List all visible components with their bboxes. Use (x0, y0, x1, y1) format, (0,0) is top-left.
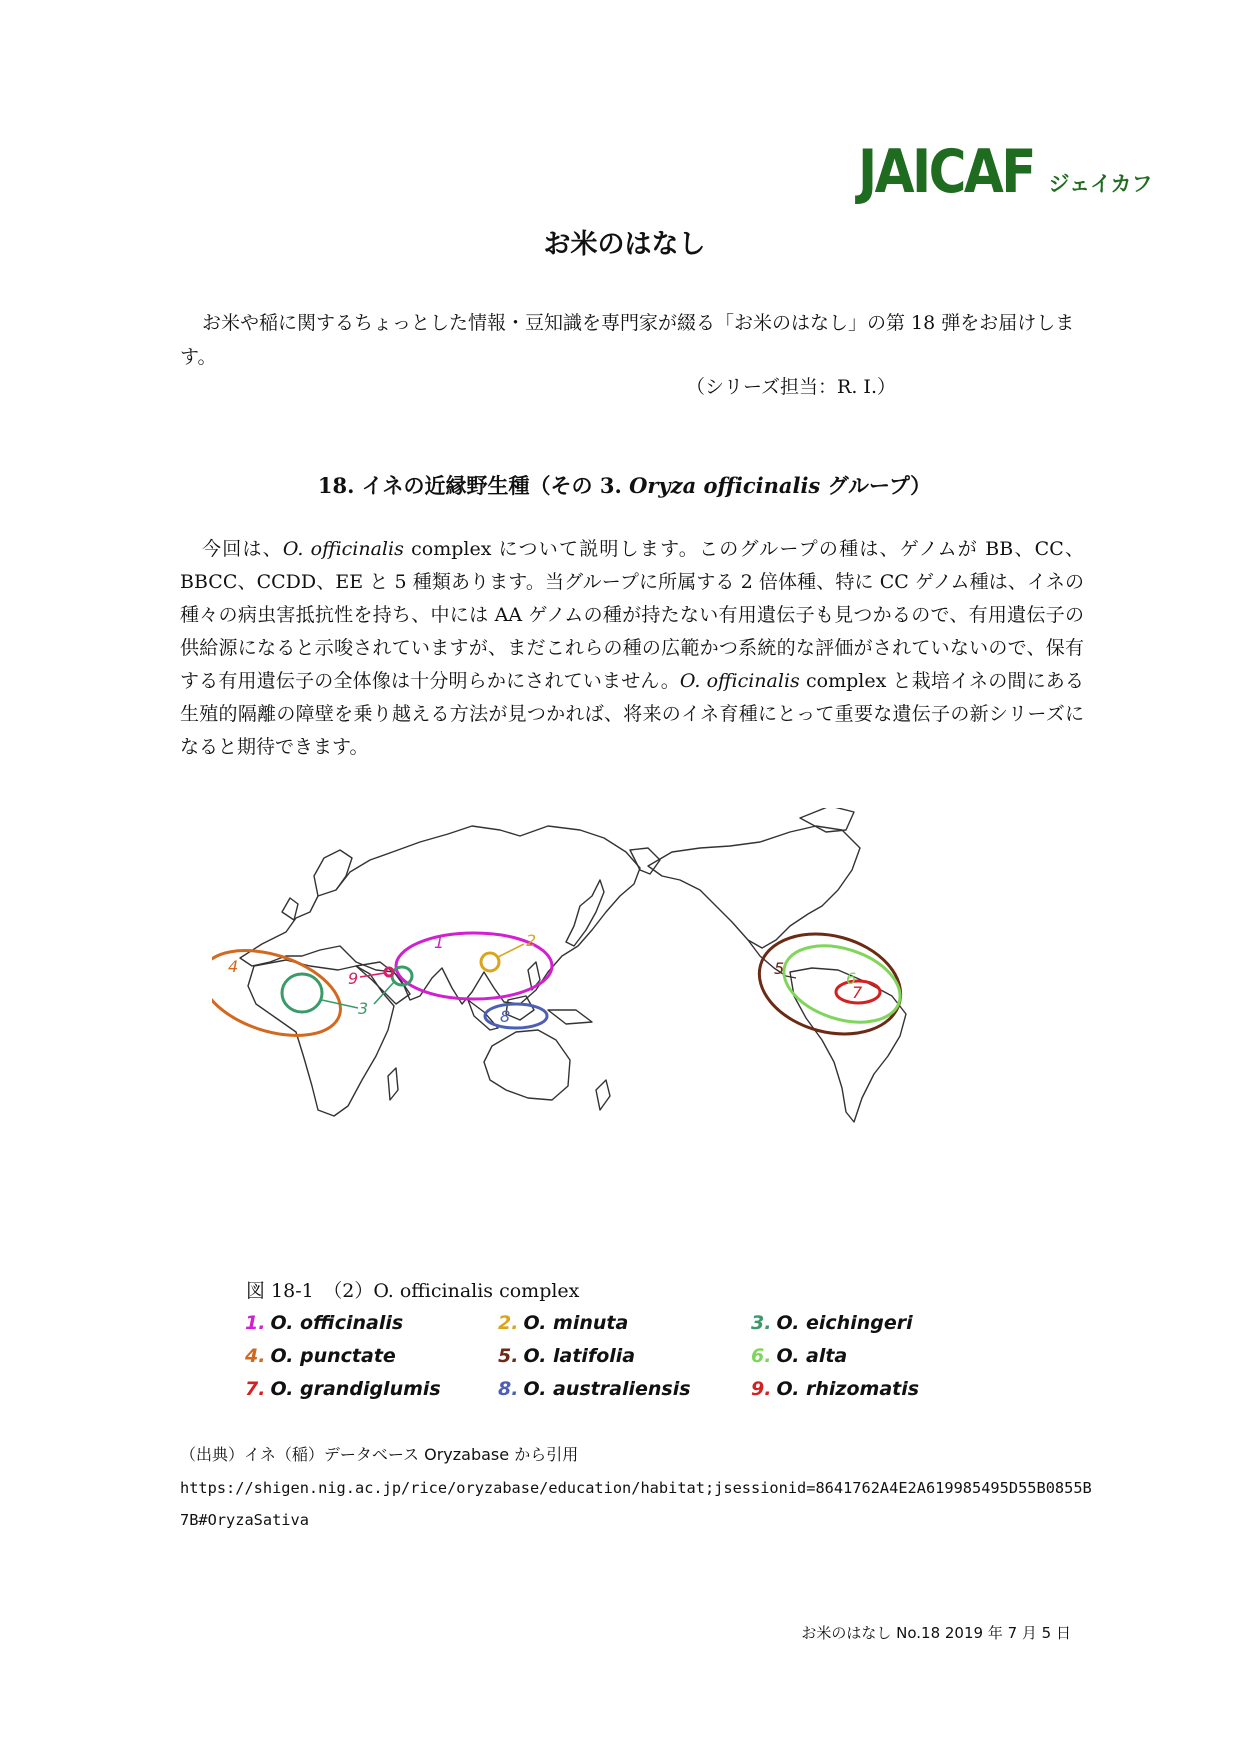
legend-item-9 (751, 1376, 985, 1402)
legend-num-8: 8. (498, 1378, 519, 1400)
range-5-o-latifolia (748, 919, 912, 1049)
north-america-outline (648, 826, 860, 948)
legend-name-2: O. minuta (523, 1312, 629, 1334)
body-paragraph (180, 533, 1084, 764)
section-heading-prefix: 18. イネの近縁野生種（その 3. (317, 473, 630, 498)
range-2-o-minuta (481, 953, 499, 971)
uk-outline (282, 898, 298, 920)
map-label-8: 8 (500, 1007, 511, 1026)
legend-num-7: 7. (245, 1378, 266, 1400)
logo-kana: ジェイカフ (1048, 172, 1153, 196)
legend-num-9: 9. (751, 1378, 772, 1400)
map-label-3: 3 (358, 999, 369, 1018)
legend-num-6: 6. (751, 1345, 772, 1367)
section-heading-italic: Oryza officinalis (629, 473, 821, 498)
legend-name-5: O. latifolia (523, 1345, 636, 1367)
australia-outline (484, 1030, 570, 1100)
legend-item-8 (498, 1376, 751, 1402)
section-heading-suffix: グループ） (820, 473, 932, 498)
logo-wordmark: JAICAF (858, 137, 1034, 207)
legend-item-6 (751, 1343, 985, 1369)
scandinavia-outline (314, 850, 352, 896)
map-label-1: 1 (434, 933, 445, 952)
range-3-o-eichingeri-africa (282, 974, 322, 1012)
map-label-2: 2 (526, 931, 537, 950)
map-label-4: 4 (228, 957, 239, 976)
legend-num-5: 5. (498, 1345, 519, 1367)
newguinea-outline (548, 1010, 592, 1024)
range-8-o-australiensis (485, 1004, 547, 1028)
legend-num-1: 1. (245, 1312, 266, 1334)
leader-2 (498, 944, 524, 957)
body-italic-2: O. officinalis (679, 670, 800, 692)
legend-name-4: O. punctate (270, 1345, 396, 1367)
world-distribution-map (212, 808, 1054, 1270)
legend-name-9: O. rhizomatis (776, 1378, 920, 1400)
map-label-6: 6 (846, 969, 857, 988)
series-credit: （シリーズ担当：R. I.） (686, 376, 896, 398)
nz-outline (596, 1080, 610, 1110)
borneo-outline (506, 996, 534, 1020)
page-title: お米のはなし (543, 229, 706, 260)
body-part-2: complex について説明します。このグループの種は、ゲノムが BB、CC、BBCC、CCDD、EE と 5 種類あります。当グループに所属する 2 倍体種、特に CC ゲノム種は、イネの種々の病虫害抵抗性を持ち、中には AA ゲノムの種が持たない有用遺伝子も見つかるので、有用遺伝子の供給源になると示唆されていますが、まだこれらの種の広範かつ系統的な評価がされていないので、保有する有用遺伝子の全体像は十分明らかにされていません。 (180, 538, 1084, 692)
map-label-9: 9 (348, 969, 359, 988)
coastline-outlines (240, 808, 906, 1122)
species-legend (245, 1310, 985, 1402)
legend-item-3 (751, 1310, 985, 1336)
japan-outline (566, 880, 604, 946)
legend-item-4 (245, 1343, 498, 1369)
eurasia-outline (240, 826, 640, 1004)
legend-name-7: O. grandiglumis (270, 1378, 441, 1400)
legend-item-7 (245, 1376, 498, 1402)
legend-item-1 (245, 1310, 498, 1336)
south-america-outline (790, 968, 906, 1122)
legend-name-8: O. australiensis (523, 1378, 691, 1400)
page-footer: お米のはなし No.18 2019 年 7 月 5 日 (801, 1624, 1071, 1642)
legend-name-1: O. officinalis (270, 1312, 404, 1334)
intro-paragraph: お米や稲に関するちょっとした情報・豆知識を専門家が綴る「お米のはなし」の第 18 弾をお届けします。 (180, 312, 1075, 368)
figure-caption: 図 18-1 （2）O. officinalis complex (246, 1280, 580, 1302)
legend-num-2: 2. (498, 1312, 519, 1334)
source-url[interactable]: https://shigen.nig.ac.jp/rice/oryzabase/education/habitat;jsessionid=8641762A4E2A619985495D55B0855B7B#OryzaSativa (180, 1479, 1092, 1529)
legend-item-2 (498, 1310, 751, 1336)
body-part-3: complex と栽培イネの間にある生殖的隔離の障壁を乗り越える方法が見つかれば、将来のイネ育種にとって重要な遺伝子の新シリーズになると期待できます。 (180, 670, 1084, 758)
legend-num-4: 4. (245, 1345, 266, 1367)
body-part-1: 今回は、 (202, 538, 283, 560)
legend-item-5 (498, 1343, 751, 1369)
map-label-7: 7 (852, 983, 863, 1002)
source-citation: （出典）イネ（稲）データベース Oryzabase から引用 (180, 1445, 579, 1464)
jaicaf-logo (858, 132, 1153, 207)
legend-num-3: 3. (751, 1312, 772, 1334)
habitat-ranges (212, 919, 912, 1051)
madagascar-outline (388, 1068, 398, 1100)
section-heading (0, 470, 1249, 500)
legend-name-3: O. eichingeri (776, 1312, 913, 1334)
legend-name-6: O. alta (776, 1345, 848, 1367)
map-label-5: 5 (774, 959, 785, 978)
body-italic-1: O. officinalis (282, 538, 404, 560)
